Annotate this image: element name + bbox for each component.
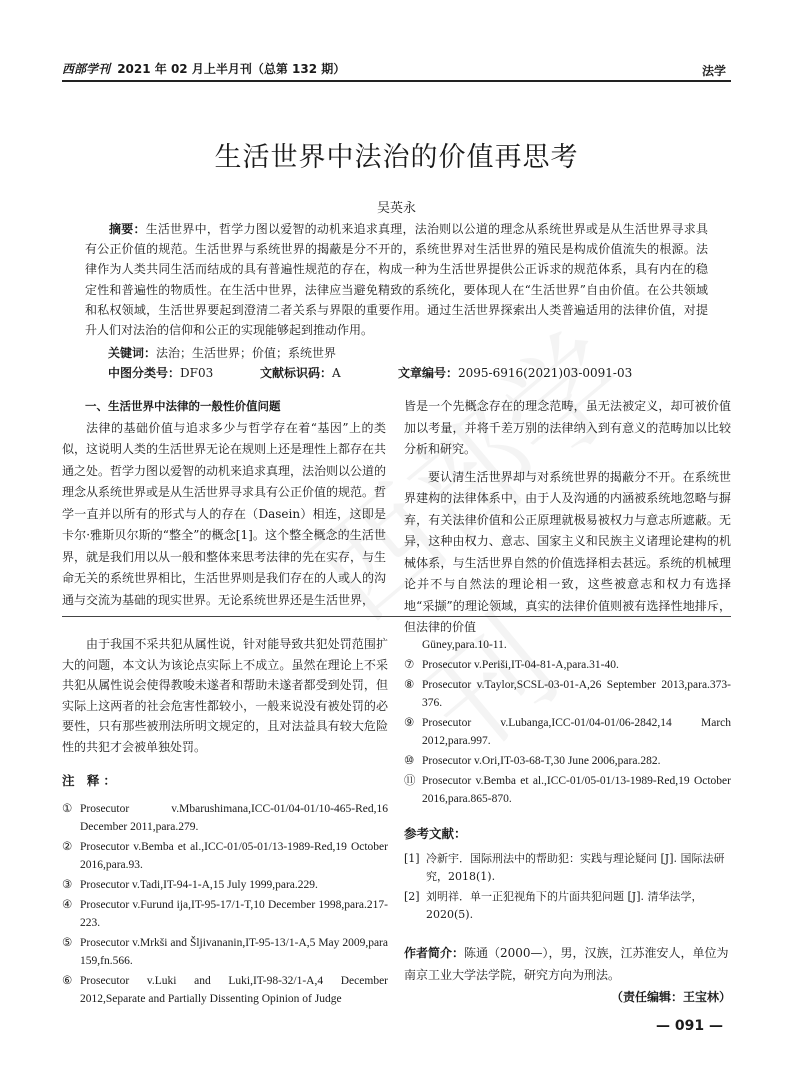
references-list (404, 850, 731, 924)
note-item-number: ⑪ (404, 775, 416, 787)
notes-list (62, 800, 388, 1008)
reference-item-text: 冷新宇．国际刑法中的帮助犯：实践与理论疑问 [J]. 国际法研究，2018(1). (426, 852, 725, 883)
notes-title: 注 释： (62, 773, 120, 788)
header-divider (62, 80, 731, 82)
note-item-text: Prosecutor v.Tadi,IT-94-1-A,15 July 1999,para.229. (80, 878, 318, 891)
journal-header (62, 60, 345, 77)
note-item-text: Prosecutor v.Furund ija,IT-95-17/1-T,10 December 1998,para.217-223. (80, 898, 388, 929)
journal-logo: 西部学刊 (62, 62, 111, 76)
note-item (404, 676, 731, 712)
note-item (404, 772, 731, 808)
author-bio-text: 陈通（2000—），男，汉族，江苏淮安人，单位为南京工业大学法学院，研究方向为刑法。 (404, 946, 729, 982)
note-item-number: ④ (62, 898, 73, 911)
reference-item (404, 850, 731, 886)
note-item (62, 934, 388, 970)
body-left-column (62, 396, 386, 611)
note-item (62, 838, 388, 874)
abstract-text: 生活世界中，哲学力图以爱智的动机来追求真理，法治则以公道的理念从系统世界或是从生活世界寻求具有公正价值的规范。生活世界与系统世界的揭蔽是分不开的，系统世界对生活世界的殖民是构成价值流失的根源。法律作为人类共同生活而结成的具有普遍性规范的存在，构成一种为生活世界提供公正诉求的规范体系，具有内在的稳定性和普遍性的物质性。在生活中世界，法律应当避免精致的系统化，要体现人在“生活世界”自由价值。在公共领域和私权领域，生活世界要起到澄清二者关系与界限的重要作用。通过生活世界探索出人类普遍适用的法律价值，对提升人们对法治的信仰和公正的实现能够起到推动作用。 (85, 222, 708, 338)
note-item-text: Prosecutor v.Bemba et al.,ICC-01/05-01/13-1989-Red,19 October 2016,para.93. (80, 840, 388, 871)
note-item-number: ① (62, 802, 73, 815)
reference-item-number: [1] (404, 852, 420, 865)
article-title: 生活世界中法治的价值再思考 (214, 142, 579, 173)
author-bio (404, 942, 731, 986)
body-right-column (404, 396, 731, 639)
abstract-label: 摘要： (109, 222, 146, 236)
article-number: 文章编号：2095-6916(2021)03-0091-03 (398, 366, 633, 380)
note-item-number: ⑤ (62, 936, 73, 949)
note-item-text: Prosecutor v.Lubanga,ICC-01/04-01/06-2842,14 March 2012,para.997. (422, 717, 731, 747)
editor-credit: （责任编辑：王宝林） (610, 990, 731, 1004)
article-divider (62, 616, 731, 617)
notes-list (404, 656, 731, 808)
journal-issue-info: 2021 年 02 月上半月刊（总第 132 期） (117, 62, 346, 76)
keywords-text: 法治；生活世界；价值；系统世界 (156, 346, 337, 360)
body-paragraph: 皆是一个先概念存在的理念范畴，虽无法被定义，却可被价值加以考量，并将千差万别的法律纳入到有意义的范畴加以比较分析和研究。 (404, 399, 731, 456)
prev-article-left-column (62, 634, 388, 1010)
note-continuation: Güney,para.10-11. (422, 639, 507, 651)
section-label: 法学 (701, 64, 726, 78)
note-item (62, 896, 388, 932)
conclusion-paragraph: 由于我国不采共犯从属性说，针对能导致共犯处罚范围扩大的问题，本文认为该论点实际上不成立。虽然在理论上不采共犯从属性说会使得教唆未遂者和帮助未遂者都受到处罚，但实际上这两者的社会危害性都较小，一般来说没有被处罚的必要性，只有那些被刑法所明文规定的，且对法益具有较大危险性的共犯才会被单独处罚。 (62, 637, 388, 754)
body-paragraph: 法律的基础价值与追求多少与哲学存在着“基因”上的类似，这说明人类的生活世界无论在规则上还是理性上都存在共通之处。哲学力图以爱智的动机来追求真理，法治则以公道的理念从系统世界或是从生活世界寻求具有公正价值的规范。哲学一直并以所有的形式与人的存在（Dasein）相连，这即是卡尔·雅斯贝尔斯的“整全”的概念[1]。这个整全概念的生活世界，就是我们用以从一般和整体来思考法律的先在实存，与生命无关的系统世界相比，生活世界则是我们存在的人或人的沟通与交流为基础的现实世界。无论系统世界还是生活世界， (62, 420, 387, 607)
article-author: 吴英永 (376, 201, 416, 216)
clc-code: 中图分类号：DF03 (108, 366, 214, 380)
note-item-text: Prosecutor v.Mrkši and Šljivananin,IT-95-13/1-A,5 May 2009,para 159,fn.566. (80, 936, 388, 967)
note-item-text: Prosecutor v.Taylor,SCSL-03-01-A,26 September 2013,para.373-376. (422, 679, 731, 709)
note-item (404, 714, 731, 750)
note-item-number: ⑦ (404, 659, 415, 671)
note-item-number: ⑨ (404, 717, 415, 729)
note-item-number: ③ (62, 878, 73, 891)
references-title: 参考文献： (404, 826, 467, 841)
body-paragraph: 要认清生活世界却与对系统世界的揭蔽分不开。在系统世界建构的法律体系中，由于人及沟通的内涵被系统地忽略与摒弃，有关法律价值和公正原理就极易被权力与意志所遮蔽。无异，这种由权力、意志、国家主义和民族主义诸理论建构的机械体系，与生活世界自然的价值选择相去甚远。系统的机械理论并不与自然法的理论相一致，这些被意志和权力有选择地“采撷”的理论领域，真实的法律价值则被有选择性地排斥，但法律的价值 (404, 469, 731, 634)
note-item-number: ⑩ (404, 755, 415, 767)
document-code: 文献标识码：A (260, 366, 341, 380)
author-bio-label: 作者简介： (404, 946, 465, 960)
note-item-text: Prosecutor v.Luki and Luki,IT-98-32/1-A,4 December 2012,Separate and Partially Dissenting Opinion of Judge (80, 974, 388, 1005)
note-item-text: Prosecutor v.Ori,IT-03-68-T,30 June 2006,para.282. (422, 755, 661, 767)
note-item-text: Prosecutor v.Mbarushimana,ICC-01/04-01/10-465-Red,16 December 2011,para.279. (80, 802, 388, 833)
keywords (108, 344, 336, 361)
note-item-number: ⑥ (62, 974, 73, 987)
note-item (404, 656, 731, 674)
reference-item (404, 888, 731, 924)
note-item-number: ② (62, 840, 73, 853)
reference-item-text: 刘明祥．单一正犯视角下的片面共犯问题 [J]. 清华法学，2020(5). (426, 890, 703, 921)
reference-item-number: [2] (404, 890, 420, 903)
prev-article-right-column (404, 636, 731, 1005)
abstract (85, 219, 708, 340)
note-item (62, 800, 388, 836)
note-item-text: Prosecutor v.Periši,IT-04-81-A,para.31-40. (422, 659, 619, 671)
section-heading: 一、生活世界中法律的一般性价值问题 (85, 399, 281, 413)
note-item (62, 876, 388, 894)
page-number: — 091 — (656, 1018, 723, 1034)
note-item-number: ⑧ (404, 679, 415, 691)
note-item-text: Prosecutor v.Bemba et al.,ICC-01/05-01/13-1989-Red,19 October 2016,para.865-870. (422, 775, 731, 805)
keywords-label: 关键词： (108, 346, 157, 360)
note-item (404, 752, 731, 770)
note-item (62, 972, 388, 1008)
